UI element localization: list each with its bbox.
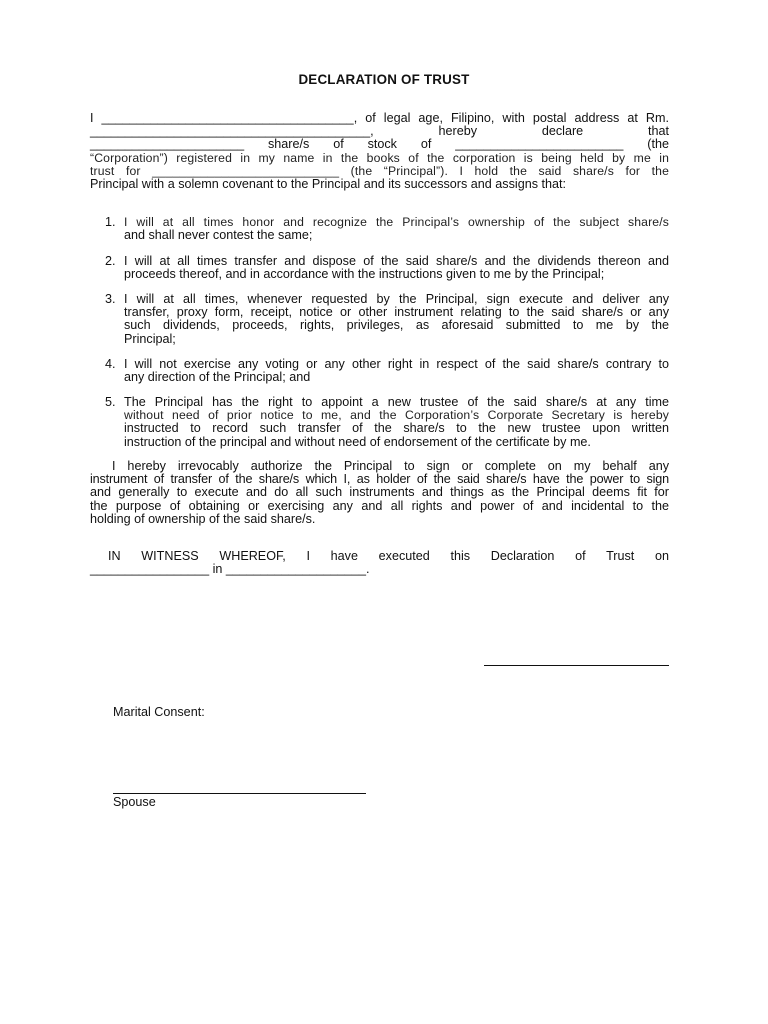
covenant-number: 5. bbox=[105, 395, 116, 409]
covenant-number: 3. bbox=[105, 292, 116, 306]
authorization-line: and generally to execute and do all such instruments and things as the Principal deems fit for bbox=[90, 485, 669, 500]
spouse-label: Spouse bbox=[113, 795, 156, 809]
covenant-line: any direction of the Principal; and bbox=[124, 370, 311, 385]
intro-line-5: trust for ___________________________ (the “Principal”). I hold the said share/s for the bbox=[90, 163, 669, 178]
intro-line-1: I ____________________________________, of legal age, Filipino, with postal address at Rm. bbox=[90, 111, 669, 125]
witness-clause bbox=[90, 550, 669, 576]
authorization-line: the purpose of obtaining or exercising any and all rights and power of and incidental to the bbox=[90, 498, 669, 513]
authorization-line: holding of ownership of the said share/s. bbox=[90, 511, 316, 526]
covenant-line: and shall never contest the same; bbox=[124, 228, 313, 243]
covenant-text bbox=[124, 396, 669, 449]
covenant-text bbox=[124, 293, 669, 346]
authorization-line: I hereby irrevocably authorize the Principal to sign or complete on my behalf any bbox=[112, 459, 669, 473]
covenant-line: proceeds thereof, and in accordance with the instructions given to me by the Principal; bbox=[124, 267, 605, 282]
covenant-line: I will at all times honor and recognize the Principal’s ownership of the subject share/s bbox=[124, 215, 669, 229]
spouse-signature-line[interactable] bbox=[113, 793, 366, 794]
intro-line-3: ______________________ share/s of stock of ________________________ (the bbox=[90, 137, 669, 152]
intro-line-4: “Corporation”) registered in my name in the books of the corporation is being held by me in bbox=[90, 150, 669, 165]
covenant-line: I will at all times, whenever requested by the Principal, sign execute and deliver any bbox=[124, 292, 669, 306]
intro-line-2: ________________________________________, hereby declare that bbox=[90, 124, 669, 139]
covenant-line: I will at all times transfer and dispose of the said share/s and the dividends thereon and bbox=[124, 254, 669, 268]
witness-line-2: _________________ in ____________________. bbox=[90, 562, 370, 577]
intro-line-6: Principal with a solemn covenant to the Principal and its successors and assigns that: bbox=[90, 177, 567, 192]
covenant-text bbox=[124, 255, 669, 281]
document-title: DECLARATION OF TRUST bbox=[298, 72, 470, 87]
covenant-number: 4. bbox=[105, 357, 116, 371]
covenant-line: such dividends, proceeds, rights, privileges, as aforesaid submitted to me by the bbox=[124, 318, 669, 333]
covenant-line: transfer, proxy form, receipt, notice or other instrument relating to the said share/s or any bbox=[124, 305, 669, 320]
covenant-number: 2. bbox=[105, 254, 116, 268]
covenant-line: instruction of the principal and without need of endorsement of the certificate by me. bbox=[124, 434, 591, 449]
witness-line-1: IN WITNESS WHEREOF, I have executed this Declaration of Trust on bbox=[108, 549, 669, 563]
authorization-line: instrument of transfer of the share/s which I, as holder of the said share/s have the power to sign bbox=[90, 472, 669, 487]
covenant-line: without need of prior notice to me, and the Corporation’s Corporate Secretary is hereby bbox=[124, 408, 669, 423]
authorization-paragraph bbox=[90, 460, 669, 526]
covenant-line: I will not exercise any voting or any other right in respect of the said share/s contrary to bbox=[124, 357, 669, 371]
covenant-number: 1. bbox=[105, 215, 116, 229]
covenant-line: The Principal has the right to appoint a new trustee of the said share/s at any time bbox=[124, 395, 669, 409]
covenant-text bbox=[124, 358, 669, 384]
declarant-signature-line[interactable] bbox=[484, 665, 669, 666]
intro-paragraph bbox=[90, 112, 669, 191]
covenant-text bbox=[124, 216, 669, 242]
marital-consent-label: Marital Consent: bbox=[113, 705, 205, 719]
covenant-line: Principal; bbox=[124, 331, 176, 346]
covenant-line: instructed to record such transfer of the share/s to the new trustee upon written bbox=[124, 421, 669, 436]
